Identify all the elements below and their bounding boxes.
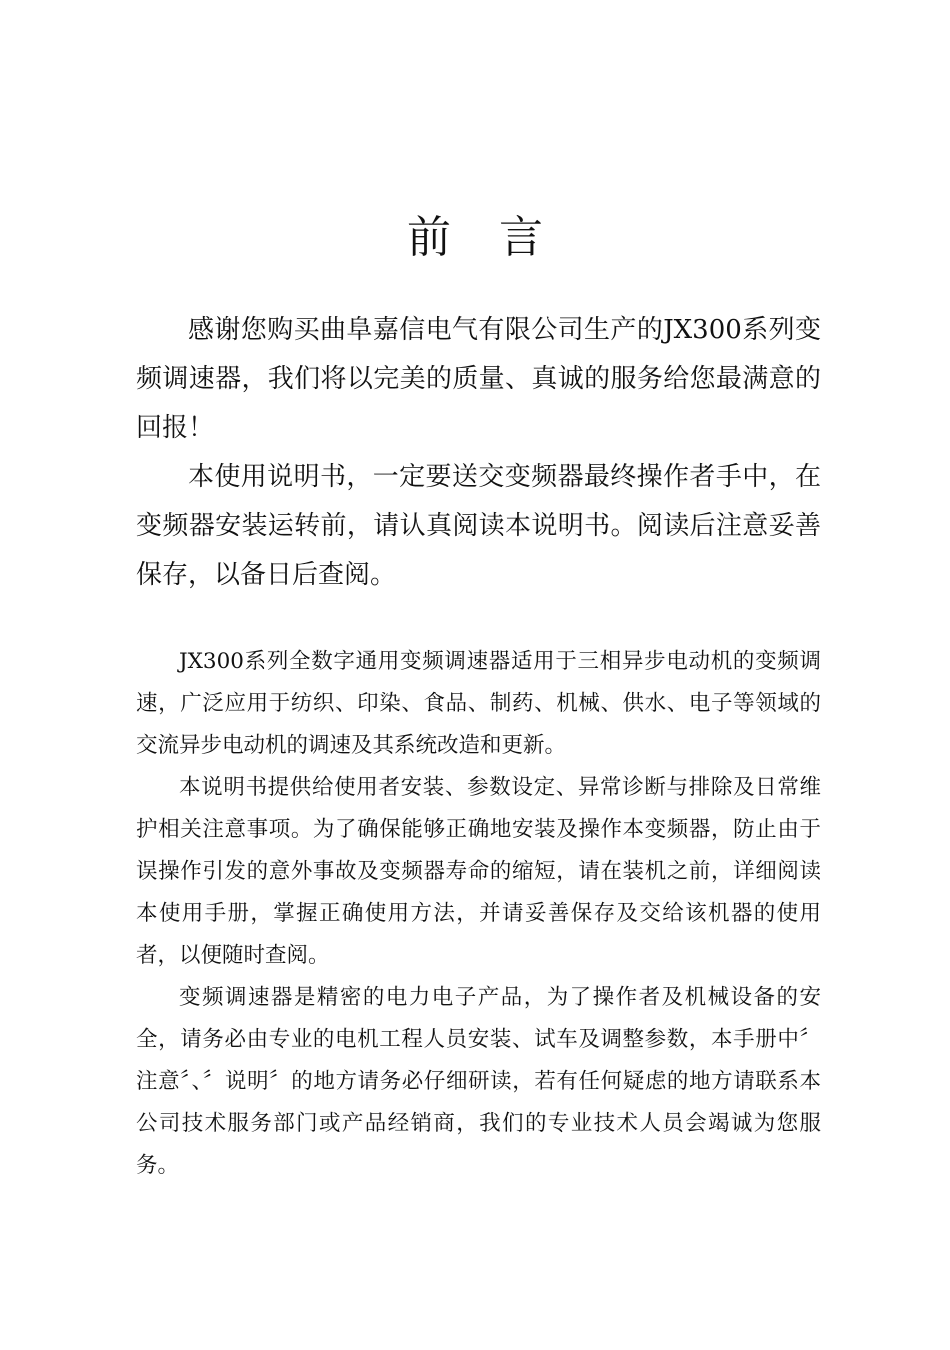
manual-delivery-paragraph: 本使用说明书，一定要送交变频器最终操作者手中，在变频器安装运转前，请认真阅读本说明书。阅读后注意妥善保存，以备日后查阅。 (136, 462, 821, 590)
product-application-paragraph: JX300系列全数字通用变频调速器适用于三相异步电动机的变频调速，广泛应用于纺织、印染、食品、制药、机械、供水、电子等领域的交流异步电动机的调速及其系统改造和更新。 (136, 649, 821, 758)
manual-contents-paragraph: 本说明书提供给使用者安装、参数设定、异常诊断与排除及日常维护相关注意事项。为了确保能够正确地安装及操作本变频器，防止由于误操作引发的意外事故及变频器寿命的缩短，请在装机之前，详细阅读本使用手册，掌握正确使用方法，并请妥善保存及交给该机器的使用者，以便随时查阅。 (136, 775, 821, 968)
thanks-paragraph: 感谢您购买曲阜嘉信电气有限公司生产的JX300系列变频调速器，我们将以完美的质量、真诚的服务给您最满意的回报！ (136, 315, 821, 443)
safety-notice-paragraph: 变频调速器是精密的电力电子产品，为了操作者及机械设备的安全，请务必由专业的电机工程人员安装、试车及调整参数，本手册中〞注意〞、〞说明〞的地方请务必仔细研读，若有任何疑虑的地方请联系本公司技术服务部门或产品经销商，我们的专业技术人员会竭诚为您服务。 (136, 985, 821, 1178)
page-title: 前言 (407, 212, 591, 263)
product-intro-section (136, 641, 821, 1187)
thanks-section (136, 306, 821, 600)
